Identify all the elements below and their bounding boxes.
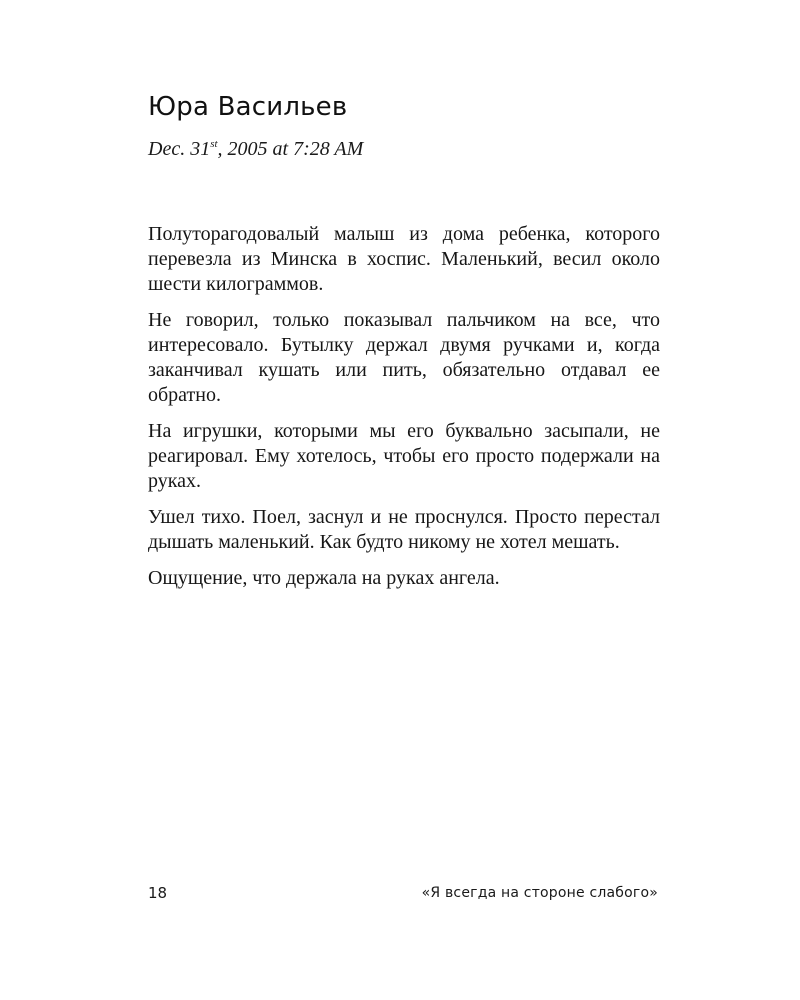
- date-rest: , 2005 at 7:28 AM: [217, 138, 364, 160]
- paragraph: Не говорил, только показывал пальчиком на все, что интересовало. Бутылку держал двумя ручками и, когда заканчивал кушать или пить, обязательно отдавал ее обратно.: [148, 309, 660, 406]
- author-name: Юра Васильев: [148, 92, 348, 122]
- page-number: 18: [148, 884, 168, 902]
- entry-body: [148, 222, 660, 602]
- entry-date: [148, 138, 363, 161]
- date-ordinal-suffix: st: [210, 138, 218, 150]
- paragraph: Полуторагодовалый малыш из дома ребенка, которого перевезла из Минска в хоспис. Маленький, весил около шести килограммов.: [148, 223, 660, 295]
- running-title: «Я всегда на стороне слабого»: [421, 885, 658, 901]
- book-page: [148, 0, 660, 1000]
- page-footer: [148, 884, 660, 908]
- paragraph: Ушел тихо. Поел, заснул и не проснулся. Просто перестал дышать маленький. Как будто никому не хотел мешать.: [148, 506, 660, 553]
- paragraph: Ощущение, что держала на руках ангела.: [148, 567, 500, 589]
- date-prefix: Dec. 31: [148, 138, 211, 160]
- paragraph: На игрушки, которыми мы его буквально засыпали, не реагировал. Ему хотелось, чтобы его просто подержали на руках.: [148, 420, 660, 492]
